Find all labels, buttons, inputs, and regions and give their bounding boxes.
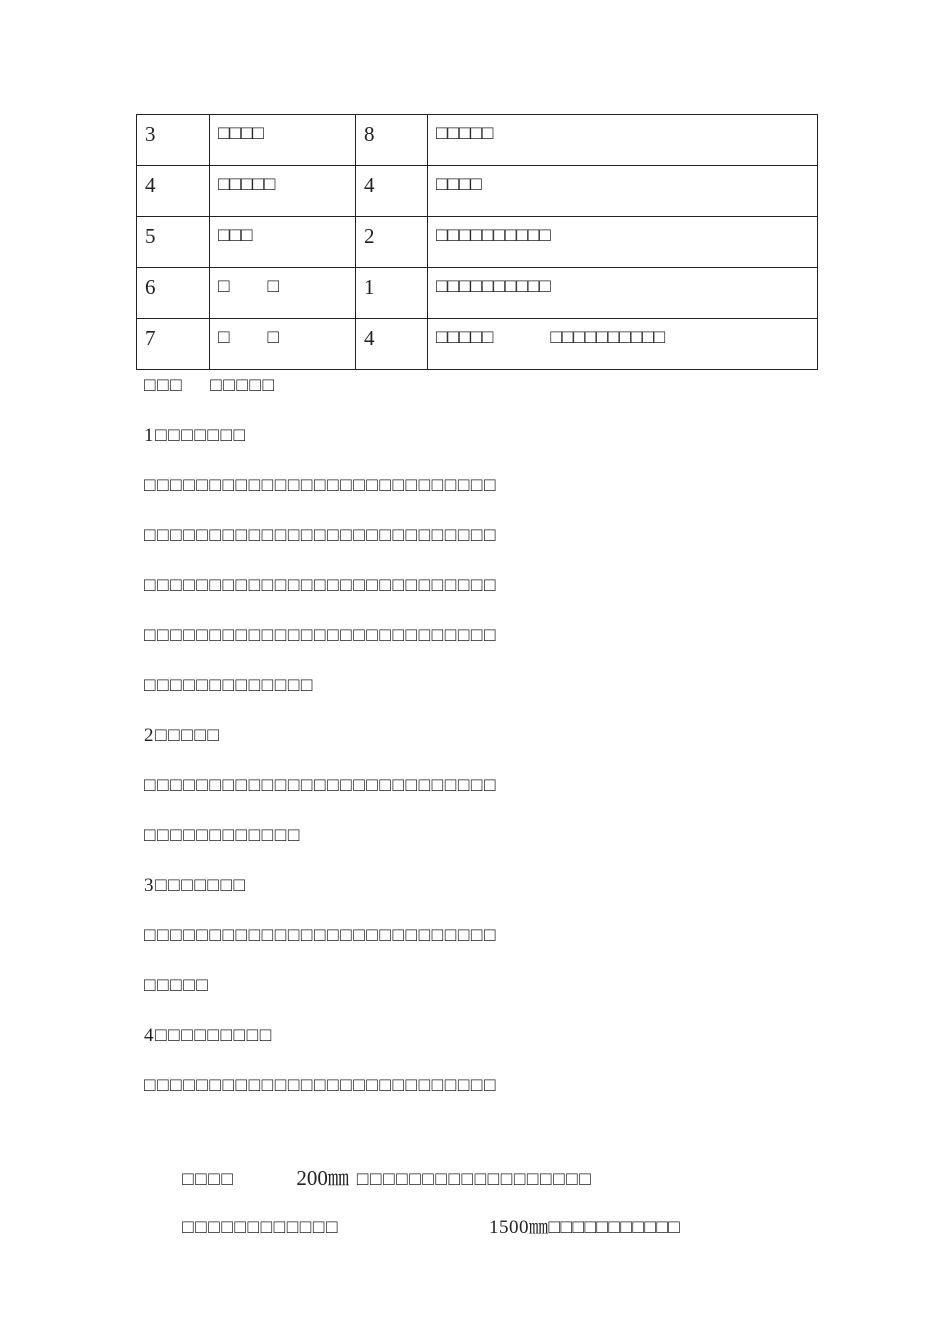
row-number: 5 [137,217,210,268]
item-note: □□□□□□□□□□ [428,268,818,319]
item-name: □ □ [210,268,356,319]
body-text [144,365,844,1238]
measurement-text: 1500㎜□□□□□□□□□□□ [489,1217,681,1238]
item-quantity: 4 [356,319,428,370]
item-name: □□□□□ [210,166,356,217]
item-quantity: 2 [356,217,428,268]
table-row [137,166,818,217]
item-note: □□□□□ □□□□□□□□□□ [428,319,818,370]
item-note: □□□□□□□□□□ [428,217,818,268]
section-heading: □□□ □□□□□ [144,375,276,396]
text-segment: □□□□□□□□□□□□ [182,1217,340,1238]
table-row [137,115,818,166]
equipment-table [136,114,818,370]
item-note: □□□□ [428,166,818,217]
paragraph-line: □□□□□□□□□□□□□□□□□□□□□□□□□□□ [144,625,498,646]
table-row [137,217,818,268]
item-quantity: 1 [356,268,428,319]
paragraph-line: □□□□□□□□□□□□□□□□□□□□□□□□□□□ [144,925,498,946]
row-number: 4 [137,166,210,217]
item-3-heading: 3□□□□□□□ [144,875,247,896]
item-name: □ □ [210,319,356,370]
paragraph-line: □□□□□□□□□□□□□□□□□□□□□□□□□□□ [144,775,498,796]
text-segment: □□□□□□□□□□□□□□□□□□ [356,1169,593,1190]
item-1-heading: 1□□□□□□□ [144,425,247,446]
paragraph-line: □□□□□ [144,975,210,996]
text-segment: □□□□ [182,1169,235,1190]
paragraph-line: □□□□□□□□□□□□□□□□□□□□□□□□□□□ [144,475,498,496]
item-note: □□□□□ [428,115,818,166]
item-4-heading: 4□□□□□□□□□ [144,1025,273,1046]
item-2-heading: 2□□□□□ [144,725,221,746]
paragraph-line: □□□□□□□□□□□□□□□□□□□□□□□□□□□ [144,525,498,546]
row-number: 3 [137,115,210,166]
paragraph-line: □□□□□□□□□□□□□□□□□□□□□□□□□□□ [144,1075,498,1096]
paragraph-line: □□□□□□□□□□□□□ [144,675,314,696]
paragraph-line: □□□□□□□□□□□□ [144,825,301,846]
row-number: 6 [137,268,210,319]
item-name: □□□ [210,217,356,268]
item-name: □□□□ [210,115,356,166]
table-row [137,319,818,370]
paragraph-line-with-measurement [144,1115,844,1190]
measurement-value: 200㎜ [296,1166,349,1190]
row-number: 7 [137,319,210,370]
item-quantity: 8 [356,115,428,166]
table-row [137,268,818,319]
paragraph-line: □□□□□□□□□□□□□□□□□□□□□□□□□□□ [144,575,498,596]
item-quantity: 4 [356,166,428,217]
